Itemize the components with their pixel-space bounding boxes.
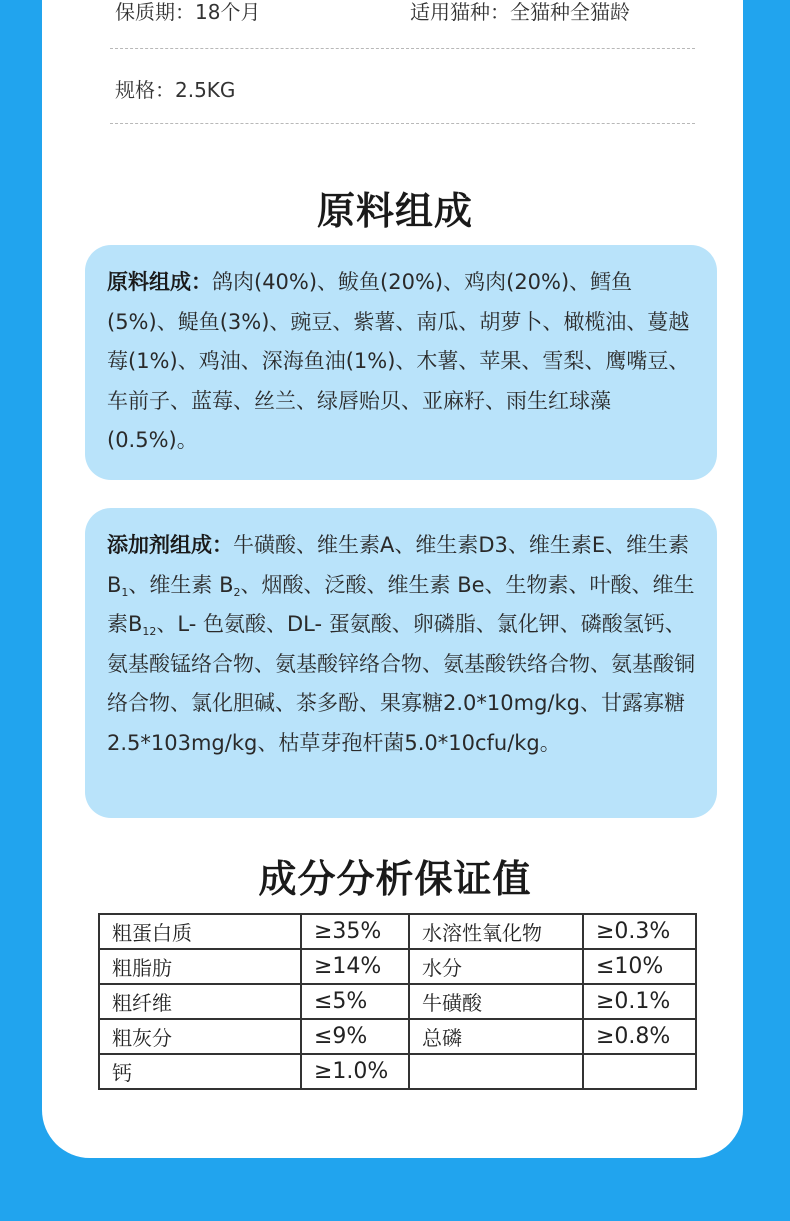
additives-text-4: 、L- 色氨酸、DL- 蛋氨酸、卵磷脂、氯化钾、磷酸氢钙、氨基酸锰络合物、氨基酸锌络合物、氨基酸铁络合物、氨基酸铜络合物、氯化胆碱、茶多酚、果寡糖2.0*10mg/kg、甘露寡糖 2.5*103mg/kg、枯草芽孢杆菌5.0*10cfu/kg。 [107,612,695,755]
spec-row-2 [110,48,695,124]
empty-cell [409,1054,583,1089]
nutrient-value: ≤9% [301,1019,409,1054]
shelf-life: 保质期：18个月 [115,0,261,24]
nutrient-value: ≥1.0% [301,1054,409,1089]
table-row [99,949,696,984]
analysis-title: 成分分析保证值 [258,857,532,901]
ingredients-box [85,245,717,480]
table-row [99,1019,696,1054]
empty-cell [583,1054,696,1089]
nutrient-value: ≥35% [301,914,409,949]
nutrient-value: ≤10% [583,949,696,984]
subscript-1: 1 [121,585,129,599]
nutrient-name: 牛磺酸 [409,984,583,1019]
nutrient-value: ≥0.1% [583,984,696,1019]
subscript-12: 12 [142,625,157,638]
nutrient-value: ≥0.3% [583,914,696,949]
nutrient-value: ≤5% [301,984,409,1019]
nutrient-value: ≥0.8% [583,1019,696,1054]
nutrient-name: 粗脂肪 [99,949,301,984]
table-row [99,1054,696,1089]
suitable-cat: 适用猫种：全猫种全猫龄 [410,0,630,24]
table-row [99,984,696,1019]
ingredients-text: 鸽肉(40%)、鲅鱼(20%)、鸡肉(20%)、鳕鱼(5%)、鳀鱼(3%)、豌豆、紫薯、南瓜、胡萝卜、橄榄油、蔓越莓(1%)、鸡油、深海鱼油(1%)、木薯、苹果、雪梨、鹰嘴豆、车前子、蓝莓、丝兰、绿唇贻贝、亚麻籽、雨生红球藻(0.5%)。 [107,270,690,452]
nutrient-name: 总磷 [409,1019,583,1054]
spec-row-1 [110,0,695,49]
package-size: 规格：2.5KG [115,78,236,102]
nutrient-name: 粗纤维 [99,984,301,1019]
ingredients-label: 原料组成： [107,270,212,294]
nutrient-name: 粗灰分 [99,1019,301,1054]
nutrient-name: 钙 [99,1054,301,1089]
table-row [99,914,696,949]
additives-box [85,508,717,818]
subscript-2: 2 [233,585,241,599]
nutrient-value: ≥14% [301,949,409,984]
nutrient-name: 水溶性氧化物 [409,914,583,949]
nutrient-name: 水分 [409,949,583,984]
additives-text-1: 牛磺酸、维生素A、维生素D3、维生素E、维生素 B [107,533,690,597]
guaranteed-analysis-table [98,913,697,1090]
ingredients-title: 原料组成 [316,189,473,233]
additives-text-3: 、烟酸、泛酸、维生素 Be、生物素、叶酸、维生素B [107,572,695,636]
additives-text-2: 、维生素 B [128,572,234,597]
additives-label: 添加剂组成： [107,533,233,557]
nutrient-name: 粗蛋白质 [99,914,301,949]
